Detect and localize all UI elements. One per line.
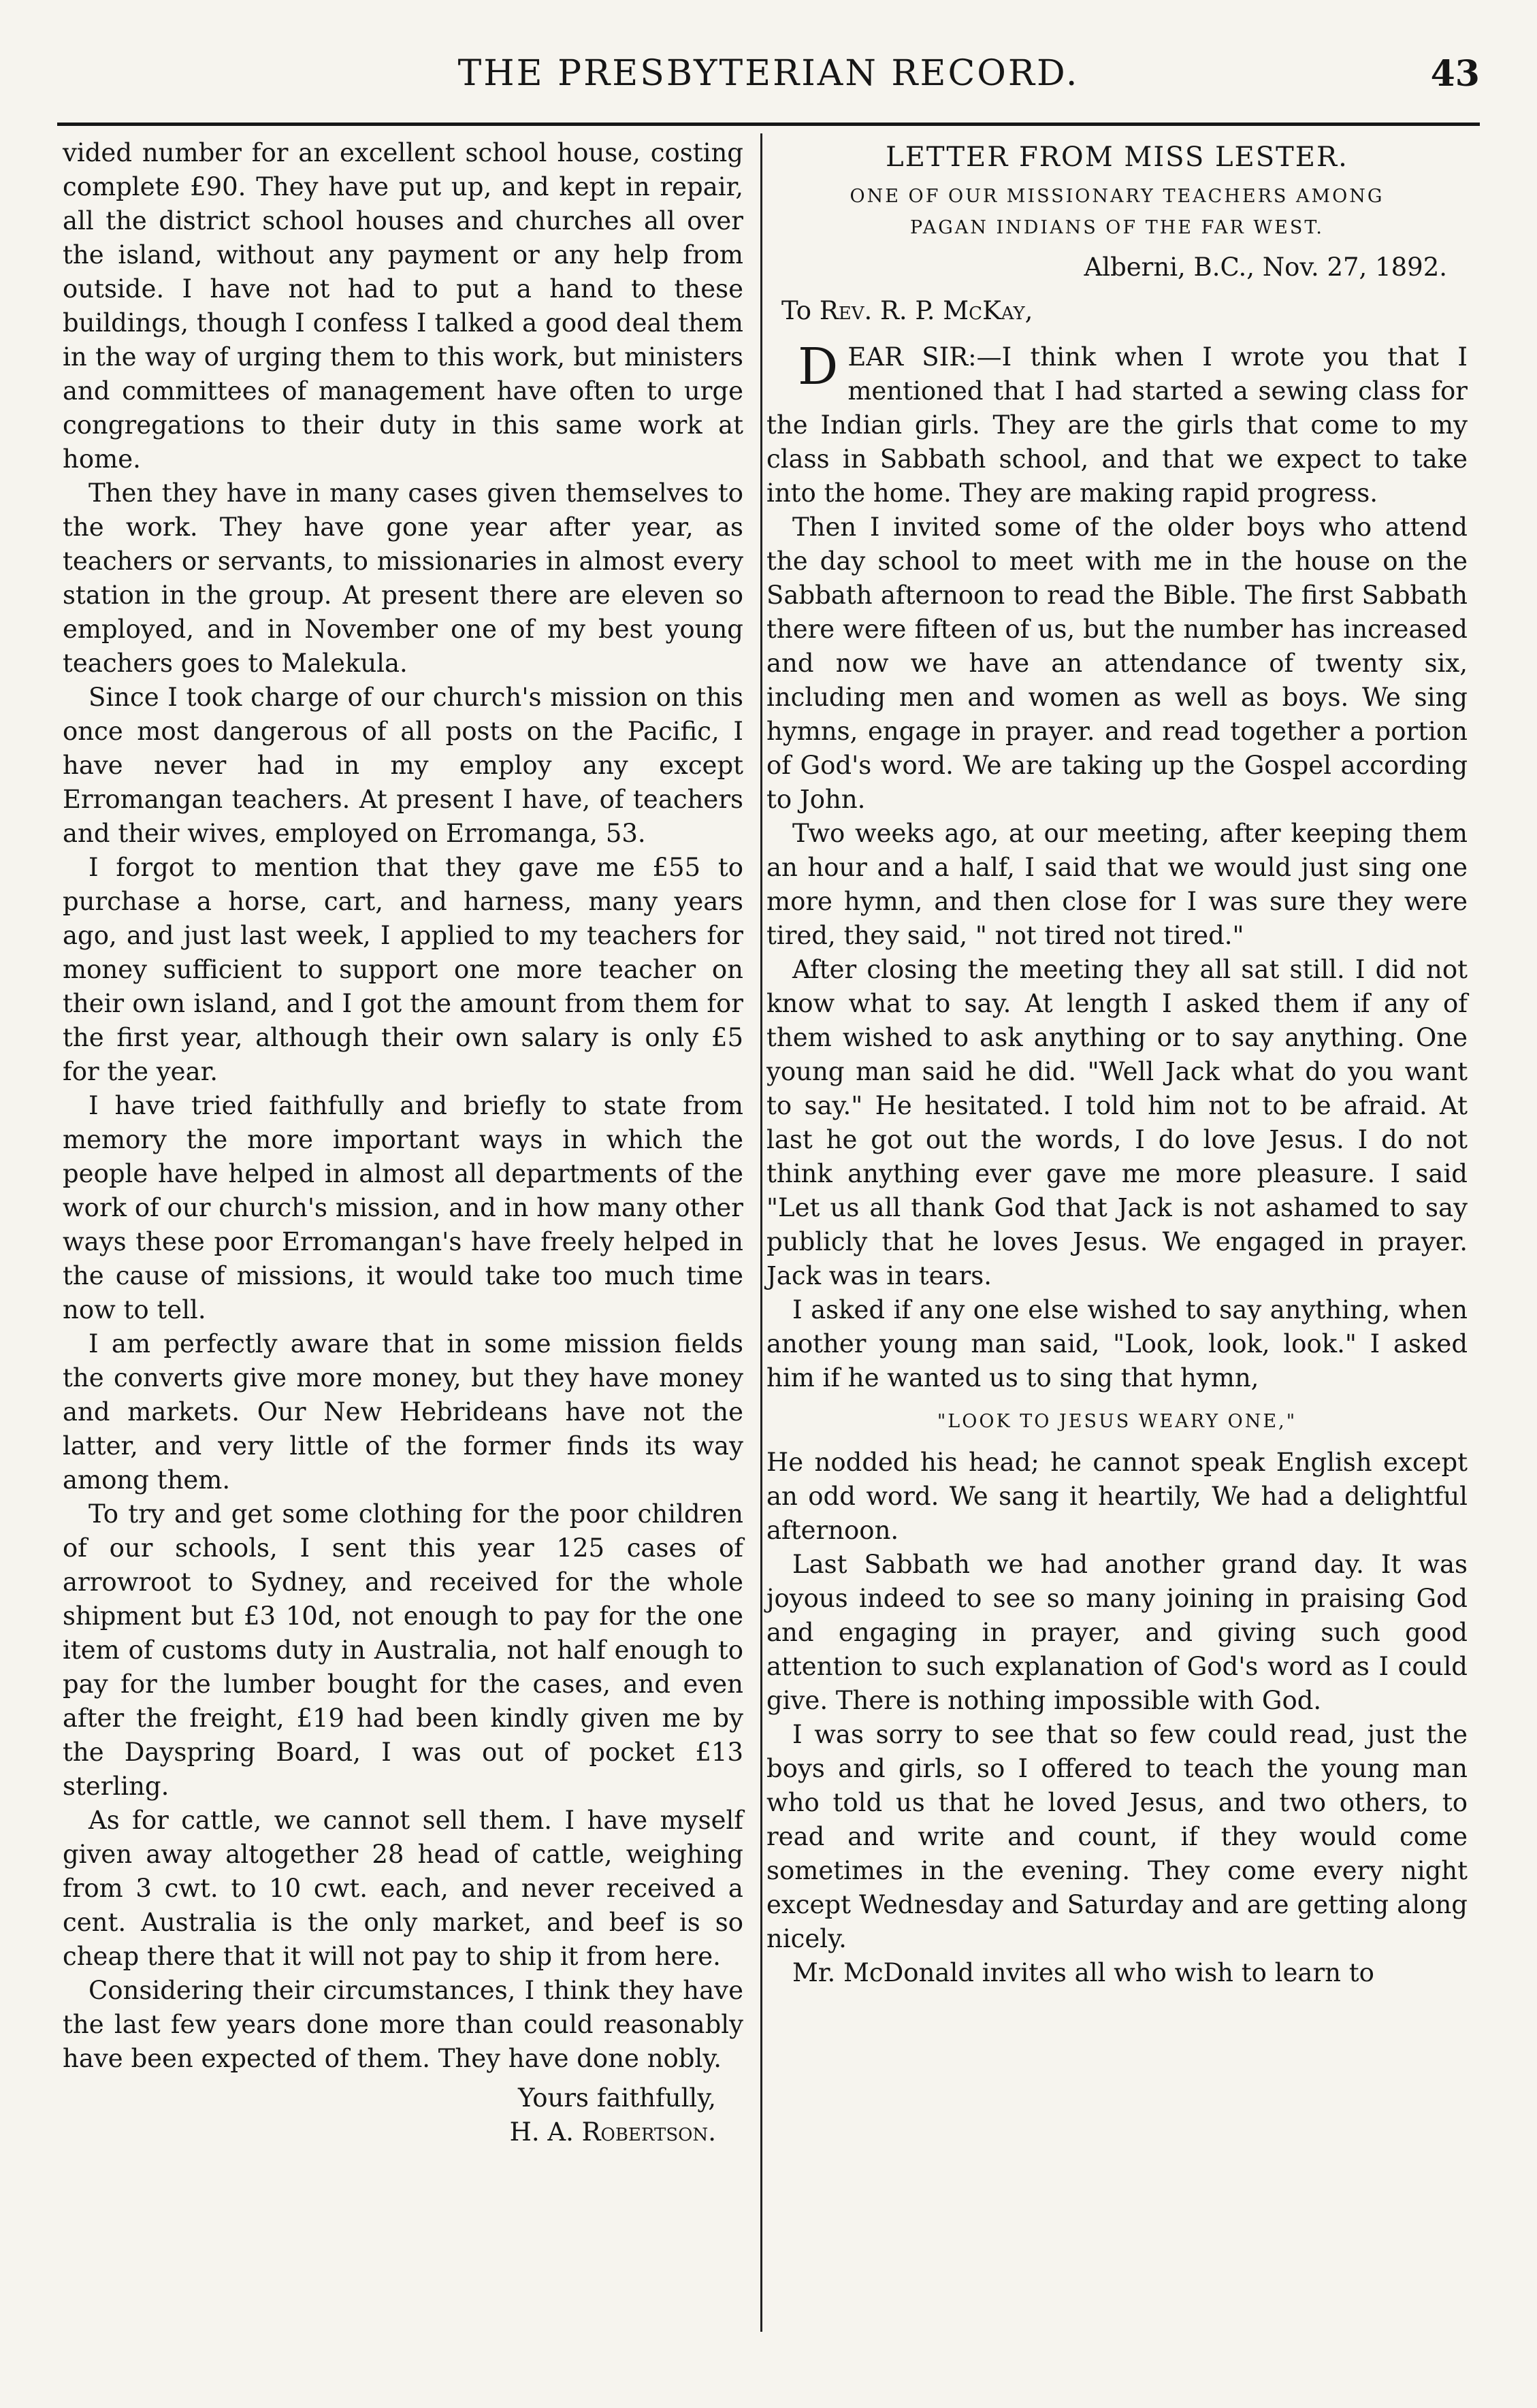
first-paragraph-text: EAR SIR:—I think when I wrote you that I mentioned that I had started a sewing class for the Indian girls. They are the girls that come to my class in Sabbath school, and that we expect to take into the home. They are making rapid progress. xyxy=(766,342,1468,508)
paragraph: I was sorry to see that so few could read, just the boys and girls, so I offered to teach the young man who told us that he loved Jesus, and two others, to read and write and count, if they would come sometimes in the evening. They come every night except Wednesday and Saturday and are getting along nicely. xyxy=(766,1720,1468,1953)
hymn-title: "LOOK TO JESUS WEARY ONE," xyxy=(937,1411,1297,1432)
paragraph: Mr. McDonald invites all who wish to learn to xyxy=(792,1958,1374,1987)
publication-title: THE PRESBYTERIAN RECORD. xyxy=(457,53,1080,94)
paragraph: vided number for an excellent school house, costing complete £90. They have put up, and kept in repair, all the district school houses and churches all over the island, without any payment or any help from outside. I have not had to put a hand to these buildings, though I confess I talked a good deal them in the way of urging them to this work, but ministers and committees of management have often to urge congregations to their duty in this same work at home. xyxy=(63,138,743,474)
paragraph: Considering their circumstances, I think they have the last few years done more than could reasonably have been expected of them. They have done nobly. xyxy=(63,1976,743,2073)
salutation xyxy=(781,294,1468,328)
page-number: 43 xyxy=(1430,53,1480,95)
first-paragraph xyxy=(766,340,1468,510)
signature-block xyxy=(63,2081,743,2149)
paragraph: Since I took charge of our church's mission on this once most dangerous of all posts on the Pacific, I have never had in my employ any except Erromangan teachers. At present I have, of teachers and their wives, employed on Erromanga, 53. xyxy=(63,683,743,848)
paragraph: Then I invited some of the older boys who attend the day school to meet with me in the house on the Sabbath afternoon to read the Bible. The first Sabbath there were fifteen of us, but the number has increased and now we have an attendance of twenty six, including men and women as well as boys. We sing hymns, engage in prayer. and read together a portion of God's word. We are taking up the Gospel according to John. xyxy=(766,512,1468,814)
paragraph: After closing the meeting they all sat still. I did not know what to say. At length I asked them if any of them wished to ask anything or to say anything. One young man said he did. "Well Jack what do you want to say." He hesitated. I told him not to be afraid. At last he got out the words, I do love Jesus. I do not think anything ever gave me more pleasure. I said "Let us all thank God that Jack is not ashamed to say publicly that he loves Jesus. We engaged in prayer. Jack was in tears. xyxy=(766,955,1468,1290)
paragraph: Two weeks ago, at our meeting, after keeping them an hour and a half, I said that we would just sing one more hymn, and then close for I was sure they were tired, they said, " not tired not tired." xyxy=(766,819,1468,950)
paragraph: I have tried faithfully and briefly to state from memory the more important ways in which the people have helped in almost all departments of the work of our church's mission, and in how many other ways these poor Erromangan's have freely helped in the cause of missions, it would take too much time now to tell. xyxy=(63,1091,743,1324)
salutation-name: Rev. R. P. McKay, xyxy=(819,296,1033,325)
paragraph: To try and get some clothing for the poor children of our schools, I sent this year 125 cases of arrowroot to Sydney, and received for the whole shipment but £3 10d, not enough to pay for the one item of customs duty in Australia, not half enough to pay for the lumber bought for the cases, and even after the freight, £19 had been kindly given me by the Dayspring Board, I was out of pocket £13 sterling. xyxy=(63,1499,743,1801)
paragraph: Last Sabbath we had another grand day. It was joyous indeed to see so many joining in praising God and engaging in prayer, and giving such good attention to such explanation of God's word as I could give. There is nothing impossible with God. xyxy=(766,1550,1468,1715)
closing: Yours faithfully, xyxy=(518,2083,716,2113)
header-rule xyxy=(57,123,1480,126)
paragraph: As for cattle, we cannot sell them. I have myself given away altogether 28 head of cattle, weighing from 3 cwt. to 10 cwt. each, and never received a cent. Australia is the only market, and beef is so cheap there that it will not pay to ship it from here. xyxy=(63,1806,743,1971)
left-column xyxy=(63,136,743,2149)
paragraph: I am perfectly aware that in some mission fields the converts give more money, but they have money and markets. Our New Hebrideans have not the latter, and very little of the former finds its way among them. xyxy=(63,1329,743,1495)
paragraph: I asked if any one else wished to say anything, when another young man said, "Look, look, look." I asked him if he wanted us to sing that hymn, xyxy=(766,1295,1468,1393)
drop-cap: D xyxy=(798,338,839,396)
paragraph: He nodded his head; he cannot speak English except an odd word. We sang it heartily, We had a delightful afternoon. xyxy=(766,1448,1468,1545)
article-subtitle-line2: PAGAN INDIANS OF THE FAR WEST. xyxy=(910,217,1324,238)
page-header xyxy=(57,41,1480,116)
article-subtitle-line1: ONE OF OUR MISSIONARY TEACHERS AMONG xyxy=(850,186,1385,207)
dateline: Alberni, B.C., Nov. 27, 1892. xyxy=(1084,253,1447,282)
column-divider xyxy=(760,133,762,2332)
signature-name: H. A. Robertson. xyxy=(509,2117,716,2147)
article-title: LETTER FROM MISS LESTER. xyxy=(886,142,1348,173)
salutation-prefix: To xyxy=(781,296,812,325)
right-column xyxy=(766,136,1468,1990)
paragraph: I forgot to mention that they gave me £55 to purchase a horse, cart, and harness, many years ago, and just last week, I applied to my teachers for money sufficient to support one more teacher on their own island, and I got the amount from them for the first year, although their own salary is only £5 for the year. xyxy=(63,853,743,1086)
paragraph: Then they have in many cases given themselves to the work. They have gone year after year, as teachers or servants, to missionaries in almost every station in the group. At present there are eleven so employed, and in November one of my best young teachers goes to Malekula. xyxy=(63,478,743,678)
